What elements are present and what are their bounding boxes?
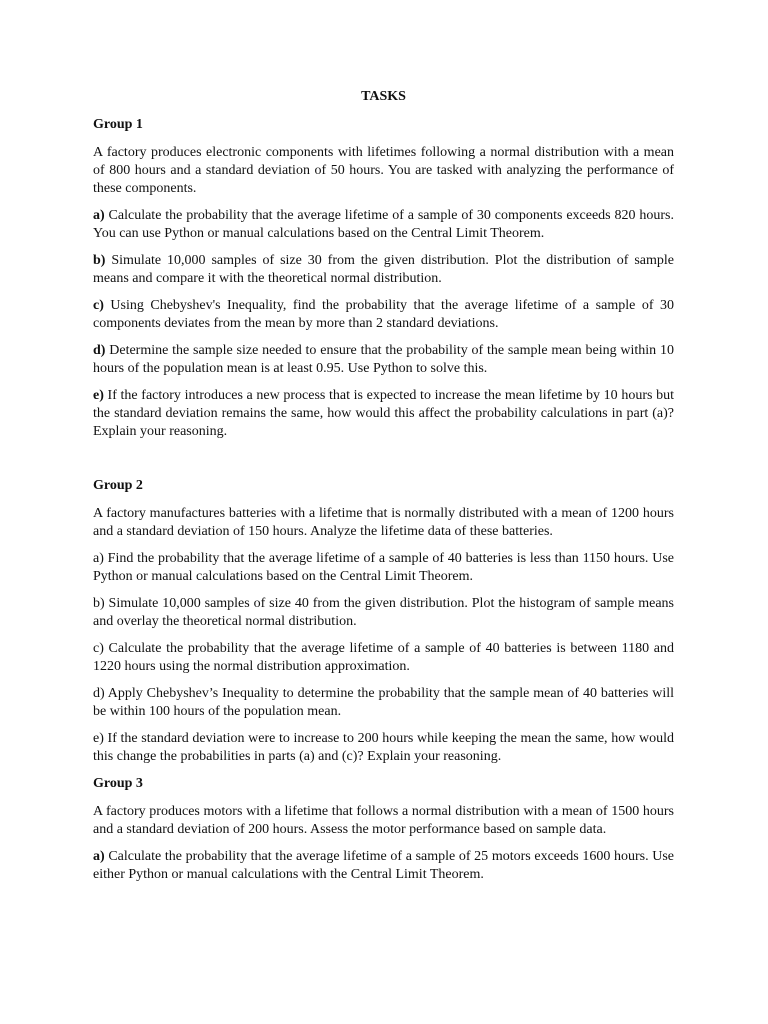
- task-item: [93, 342, 674, 378]
- section-spacer: [93, 450, 674, 477]
- group-intro: A factory produces electronic components with lifetimes following a normal distribution with a mean of 800 hours and a standard deviation of 50 hours. You are tasked with analyzing the performance of these components.: [93, 145, 674, 196]
- group-2-section: [93, 477, 674, 766]
- task-item: b) Simulate 10,000 samples of size 40 from the given distribution. Plot the histogram of sample means and overlay the theoretical normal distribution.: [93, 596, 674, 629]
- task-item: [93, 207, 674, 243]
- task-item: a) Find the probability that the average lifetime of a sample of 40 batteries is less than 1150 hours. Use Python or manual calculations based on the Central Limit Theorem.: [93, 551, 674, 584]
- task-item: [93, 387, 674, 441]
- task-item: [93, 297, 674, 333]
- task-marker: b): [93, 253, 106, 268]
- task-text: Determine the sample size needed to ensure that the probability of the sample mean being within 10 hours of the population mean is at least 0.95. Use Python to solve this.: [93, 343, 674, 376]
- task-item: c) Calculate the probability that the average lifetime of a sample of 40 batteries is between 1180 and 1220 hours using the normal distribution approximation.: [93, 641, 674, 674]
- group-intro: A factory manufactures batteries with a lifetime that is normally distributed with a mean of 1200 hours and a standard deviation of 150 hours. Analyze the lifetime data of these batteries.: [93, 506, 674, 539]
- task-marker: a): [93, 849, 105, 864]
- task-marker: c): [93, 298, 104, 313]
- document-title: TASKS: [361, 89, 406, 104]
- task-marker: a): [93, 208, 105, 223]
- task-text: Using Chebyshev's Inequality, find the probability that the average lifetime of a sample of 30 components deviates from the mean by more than 2 standard deviations.: [93, 298, 674, 331]
- group-heading: Group 2: [93, 478, 143, 493]
- task-text: Calculate the probability that the average lifetime of a sample of 30 components exceeds 820 hours. You can use Python or manual calculations based on the Central Limit Theorem.: [93, 208, 674, 241]
- task-text: If the factory introduces a new process that is expected to increase the mean lifetime by 10 hours but the standard deviation remains the same, how would this affect the probability calculations in part (a)? Explain your reasoning.: [93, 388, 674, 439]
- task-marker: e): [93, 388, 104, 403]
- task-text: Calculate the probability that the average lifetime of a sample of 25 motors exceeds 1600 hours. Use either Python or manual calculations with the Central Limit Theorem.: [93, 849, 674, 882]
- task-item: d) Apply Chebyshev’s Inequality to determine the probability that the sample mean of 40 batteries will be within 100 hours of the population mean.: [93, 686, 674, 719]
- task-item: e) If the standard deviation were to increase to 200 hours while keeping the mean the same, how would this change the probabilities in parts (a) and (c)? Explain your reasoning.: [93, 731, 674, 764]
- group-heading: Group 3: [93, 776, 143, 791]
- document-page: [93, 88, 674, 893]
- group-3-section: [93, 775, 674, 884]
- task-text: Simulate 10,000 samples of size 30 from the given distribution. Plot the distribution of sample means and compare it with the theoretical normal distribution.: [93, 253, 674, 286]
- task-marker: d): [93, 343, 106, 358]
- task-item: [93, 252, 674, 288]
- group-heading: Group 1: [93, 117, 143, 132]
- group-intro: A factory produces motors with a lifetime that follows a normal distribution with a mean of 1500 hours and a standard deviation of 200 hours. Assess the motor performance based on sample data.: [93, 804, 674, 837]
- task-item: [93, 848, 674, 884]
- group-1-section: [93, 116, 674, 441]
